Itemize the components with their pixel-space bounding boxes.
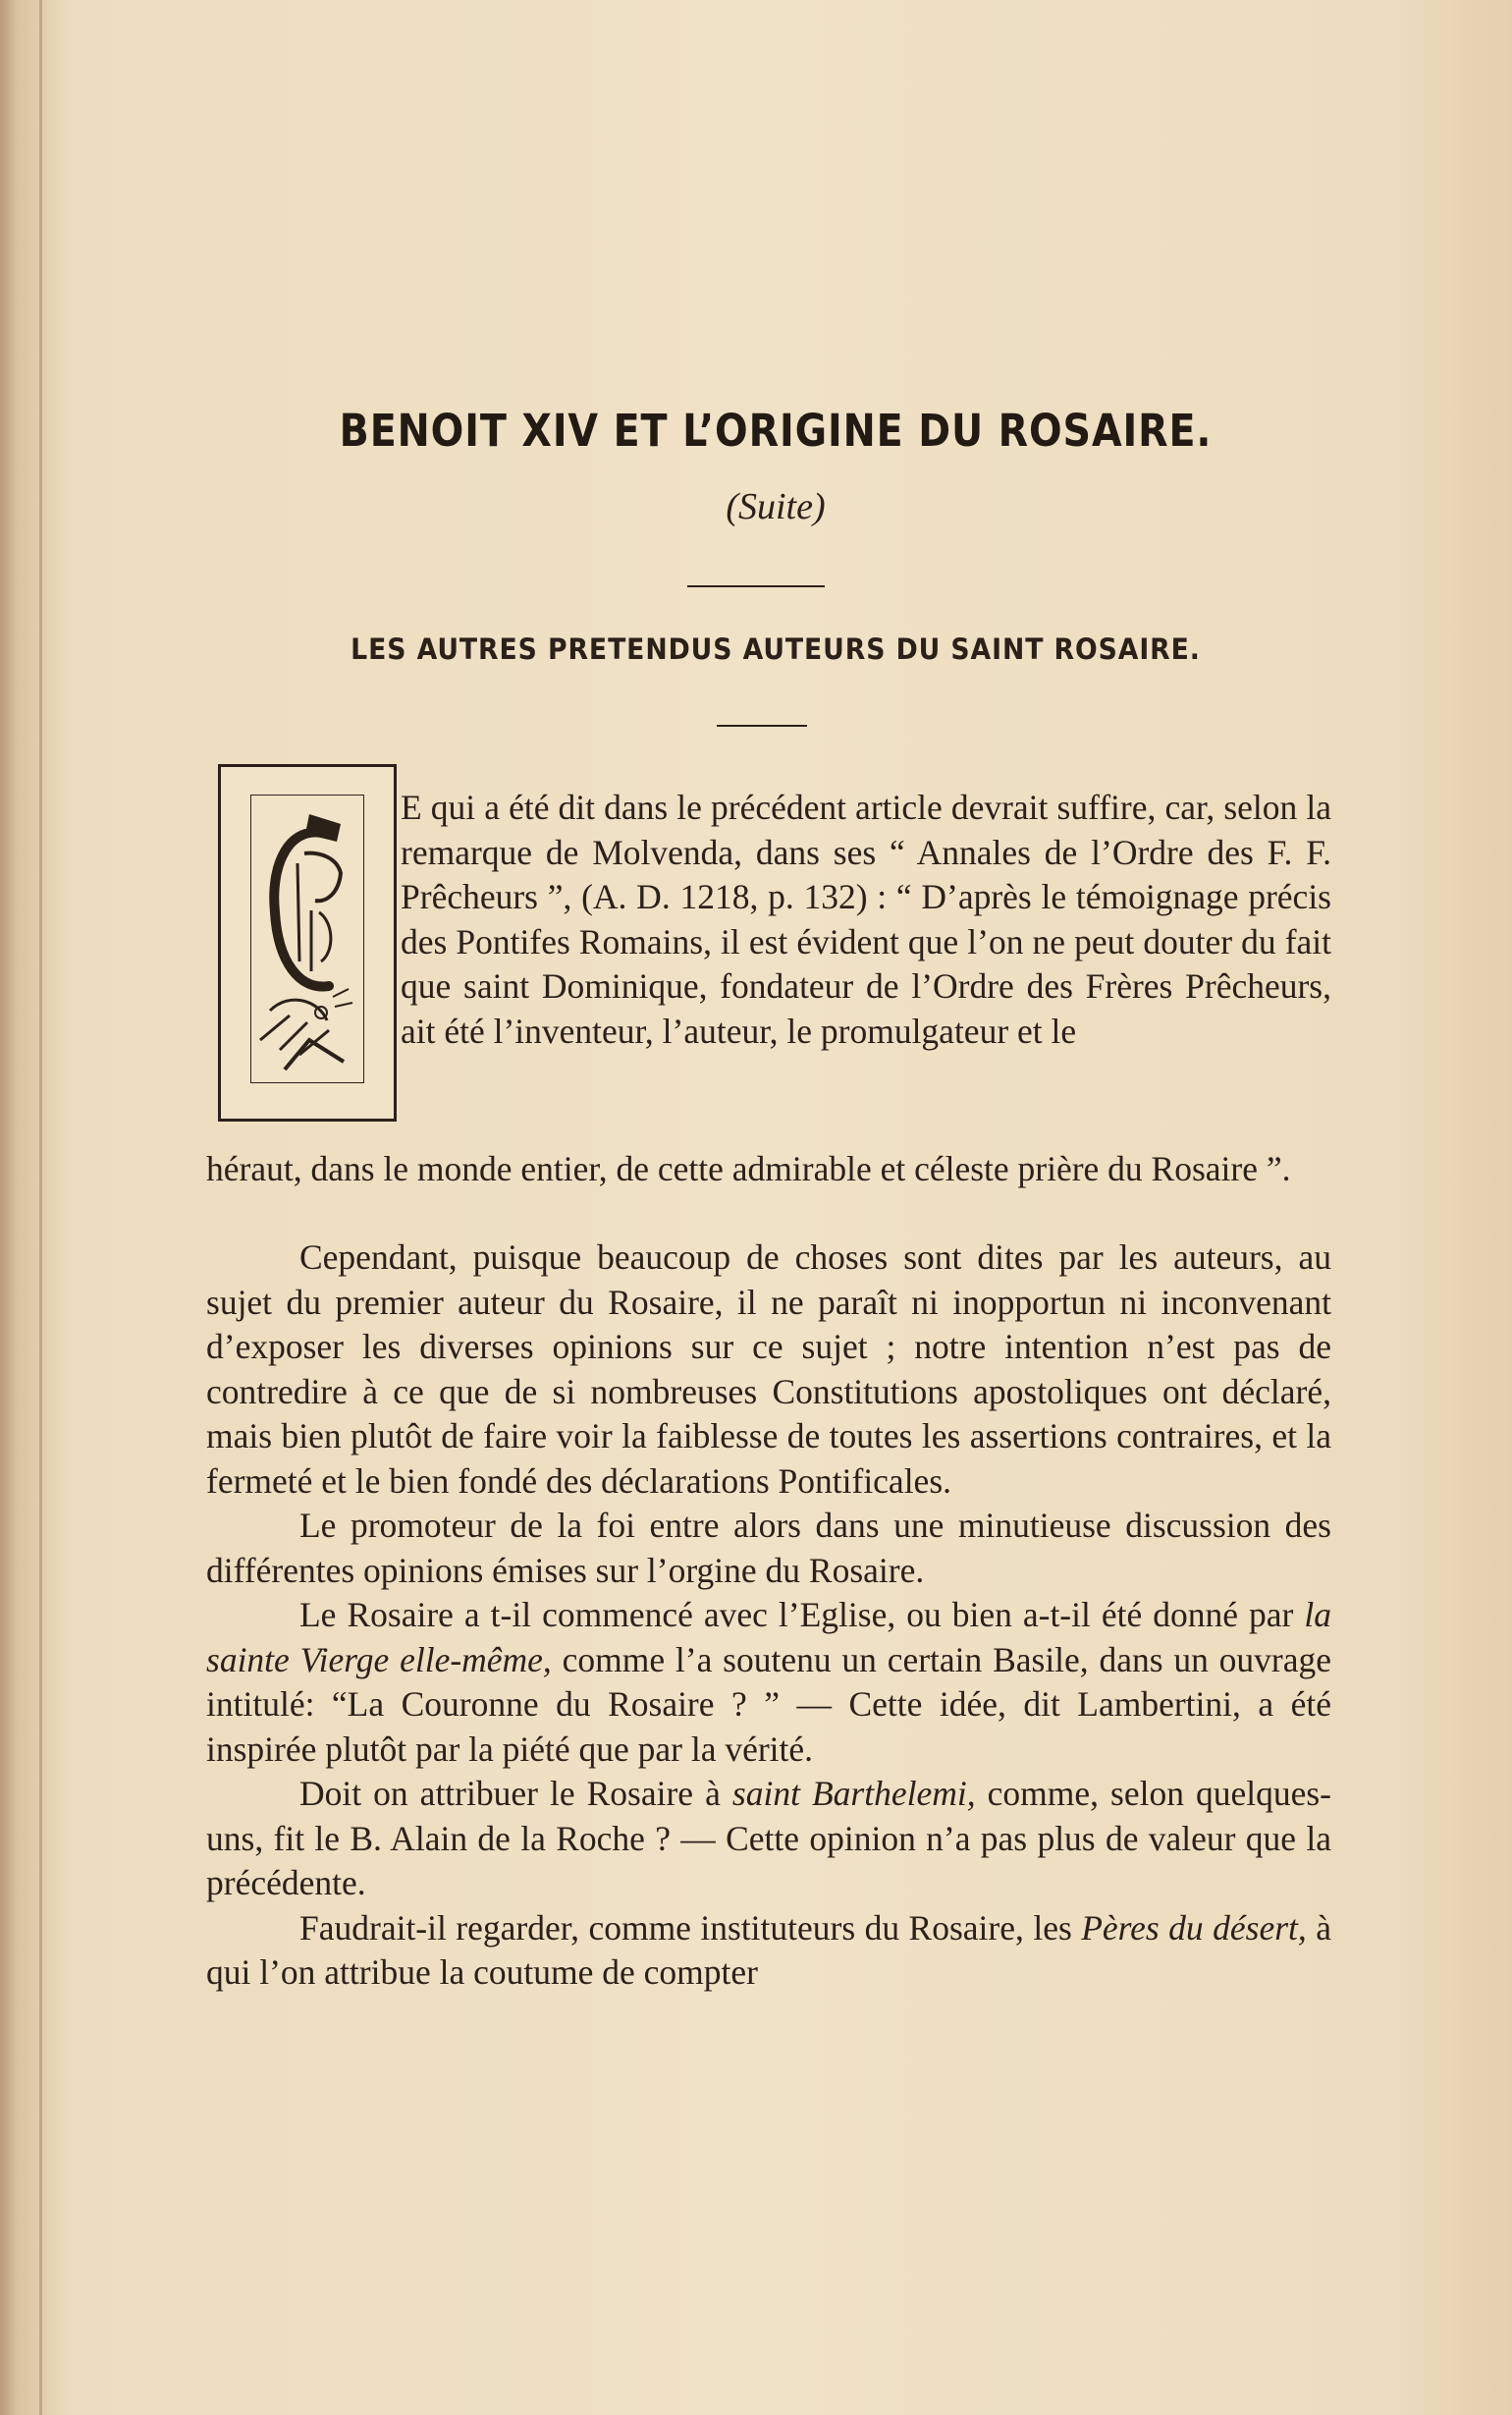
paragraph-6-text-b: à qui l’on attribue la coutume de compter bbox=[206, 1907, 1331, 1992]
paragraph-5 bbox=[206, 1772, 1331, 1906]
paragraph-5-italic: saint Barthelemi, bbox=[731, 1774, 976, 1813]
paragraph-4-text-a: Le Rosaire a t-il commencé avec l’Eglise, ou bien a-t-il été donné par bbox=[299, 1595, 1305, 1634]
paragraph-6-text-a: Faudrait-il regarder, comme instituteurs du Rosaire, les bbox=[299, 1907, 1082, 1948]
article-subtitle: (Suite) bbox=[726, 486, 826, 527]
paragraph-2: Cependant, puisque beaucoup de choses sont dites par les auteurs, au sujet du premier auteur du Rosaire, il ne paraît ni inopportun ni inconvenant d’exposer les diverses opinions sur ce sujet ; notre intention n’est pas de contredire à ce que de si nombreuses Constitutions apostoliques ont déclaré, mais bien plutôt de faire voir la faiblesse de toutes les assertions contraires, et la fermeté et le bien fondé des déclarations Pontificales. bbox=[206, 1237, 1331, 1501]
article-body bbox=[206, 1235, 1331, 1996]
initial-c-icon bbox=[250, 795, 364, 1083]
ornamental-initial-icon bbox=[218, 764, 397, 1122]
paragraph-3: Le promoteur de la foi entre alors dans une minutieuse discussion des différentes opinions émises sur l’orgine du Rosaire. bbox=[206, 1506, 1331, 1590]
paragraph-4-italic: la sainte Vierge elle-même, bbox=[206, 1595, 1331, 1679]
paragraph-4 bbox=[206, 1593, 1331, 1772]
binding-shadow bbox=[39, 0, 42, 2415]
paragraph-5-text-b: comme, selon quelques-uns, fit le B. Alain de la Roche ? — Cette opinion n’a pas plus de valeur que la précédente. bbox=[206, 1774, 1332, 1902]
paragraph-5-text-a: Doit on attribuer le Rosaire à bbox=[299, 1774, 732, 1813]
paragraph-6 bbox=[206, 1906, 1331, 1996]
paragraph-beside-initial bbox=[401, 786, 1331, 1054]
divider-rule-short bbox=[717, 725, 807, 727]
paragraph-1-lines-after-initial: héraut, dans le monde entier, de cette admirable et céleste prière du Rosaire ”. bbox=[206, 1149, 1291, 1188]
paragraph-4-text-b: comme l’a soutenu un certain Basile, dans un ouvrage intitulé: “La Couronne du Rosaire ? ” — Cette idée, dit Lambertini, a été inspirée plutôt par la piété que par la vérité. bbox=[206, 1639, 1331, 1769]
paragraph-6-italic: Pères du désert, bbox=[1081, 1907, 1307, 1948]
divider-rule bbox=[687, 585, 825, 587]
article-title: BENOIT XIV ET L’ORIGINE DU ROSAIRE. bbox=[339, 405, 1213, 457]
paragraph-1-continuation bbox=[206, 1147, 1331, 1192]
section-heading: LES AUTRES PRETENDUS AUTEURS DU SAINT ROSAIRE. bbox=[351, 632, 1201, 666]
paragraph-1-lines-beside-initial: E qui a été dit dans le précédent article devrait suffire, car, selon la remarque de Molvenda, dans ses “ Annales de l’Ordre des F. F. Prêcheurs ”, (A. D. 1218, p. 132) : “ D’après le témoignage précis des Pontifes Romains, il est évident que l’on ne peut douter du fait que saint Dominique, fondateur de l’Ordre des Frères Prêcheurs, ait été l’inventeur, l’auteur, le promulgateur et le bbox=[401, 788, 1331, 1051]
